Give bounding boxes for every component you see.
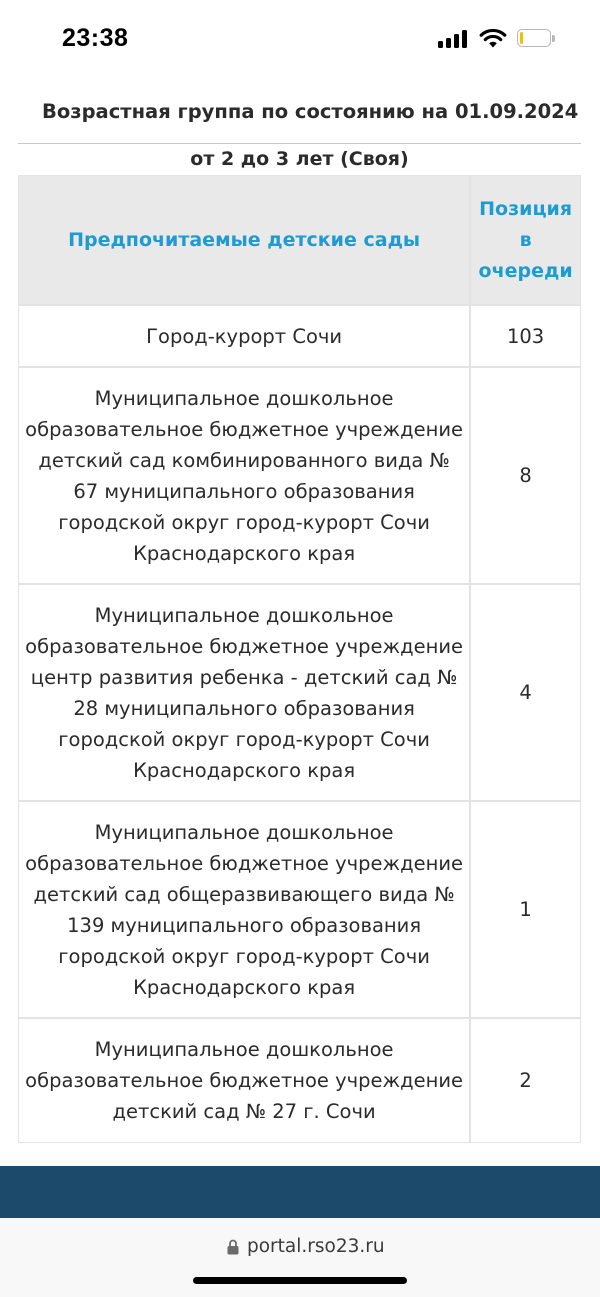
browser-address-bar[interactable] — [0, 1218, 600, 1297]
kindergarten-name: Муниципальное дошкольное образовательное бюджетное учреждение центр развития ребенка - детский сад № 28 муниципального образования городской округ город-курорт Сочи Краснодарского края — [18, 584, 470, 801]
age-group-value: от 2 до 3 лет (Своя) — [190, 148, 409, 170]
header-position-label: Позиция в очереди — [478, 197, 573, 282]
queue-position: 4 — [470, 584, 581, 801]
status-time: 23:38 — [62, 24, 129, 52]
url-text[interactable]: portal.rso23.ru — [247, 1236, 385, 1257]
battery-level — [520, 32, 523, 44]
kindergarten-name: Муниципальное дошкольное образовательное бюджетное учреждение детский сад общеразвивающего вида № 139 муниципального образования городской округ город-курорт Сочи Краснодарского края — [18, 801, 470, 1018]
queue-position: 1 — [470, 801, 581, 1018]
wifi-icon — [479, 27, 507, 49]
queue-position: 8 — [470, 367, 581, 584]
table-row — [18, 367, 581, 584]
lock-icon — [227, 1239, 239, 1255]
table-header-row — [18, 175, 581, 305]
signal-icon — [438, 30, 468, 48]
queue-position: 103 — [470, 305, 581, 367]
header-position — [470, 175, 581, 305]
kindergarten-name: Муниципальное дошкольное образовательное бюджетное учреждение детский сад комбинированного вида № 67 муниципального образования городской округ город-курорт Сочи Краснодарского края — [18, 367, 470, 584]
queue-position: 2 — [470, 1018, 581, 1143]
battery-icon — [517, 29, 555, 49]
header-kindergartens: Предпочитаемые детские сады — [18, 175, 470, 305]
status-bar — [0, 0, 600, 80]
table-row — [18, 584, 581, 801]
site-footer — [0, 1166, 600, 1218]
queue-table — [18, 175, 581, 1143]
table-row — [18, 305, 581, 367]
kindergarten-name: Город-курорт Сочи — [18, 305, 470, 367]
table-row — [18, 801, 581, 1018]
kindergarten-name: Муниципальное дошкольное образовательное бюджетное учреждение детский сад № 27 г. Сочи — [18, 1018, 470, 1143]
table-row — [18, 1018, 581, 1143]
age-group-heading: Возрастная группа по состоянию на 01.09.2024 — [42, 100, 579, 123]
divider — [18, 143, 581, 144]
home-indicator[interactable] — [193, 1277, 407, 1284]
